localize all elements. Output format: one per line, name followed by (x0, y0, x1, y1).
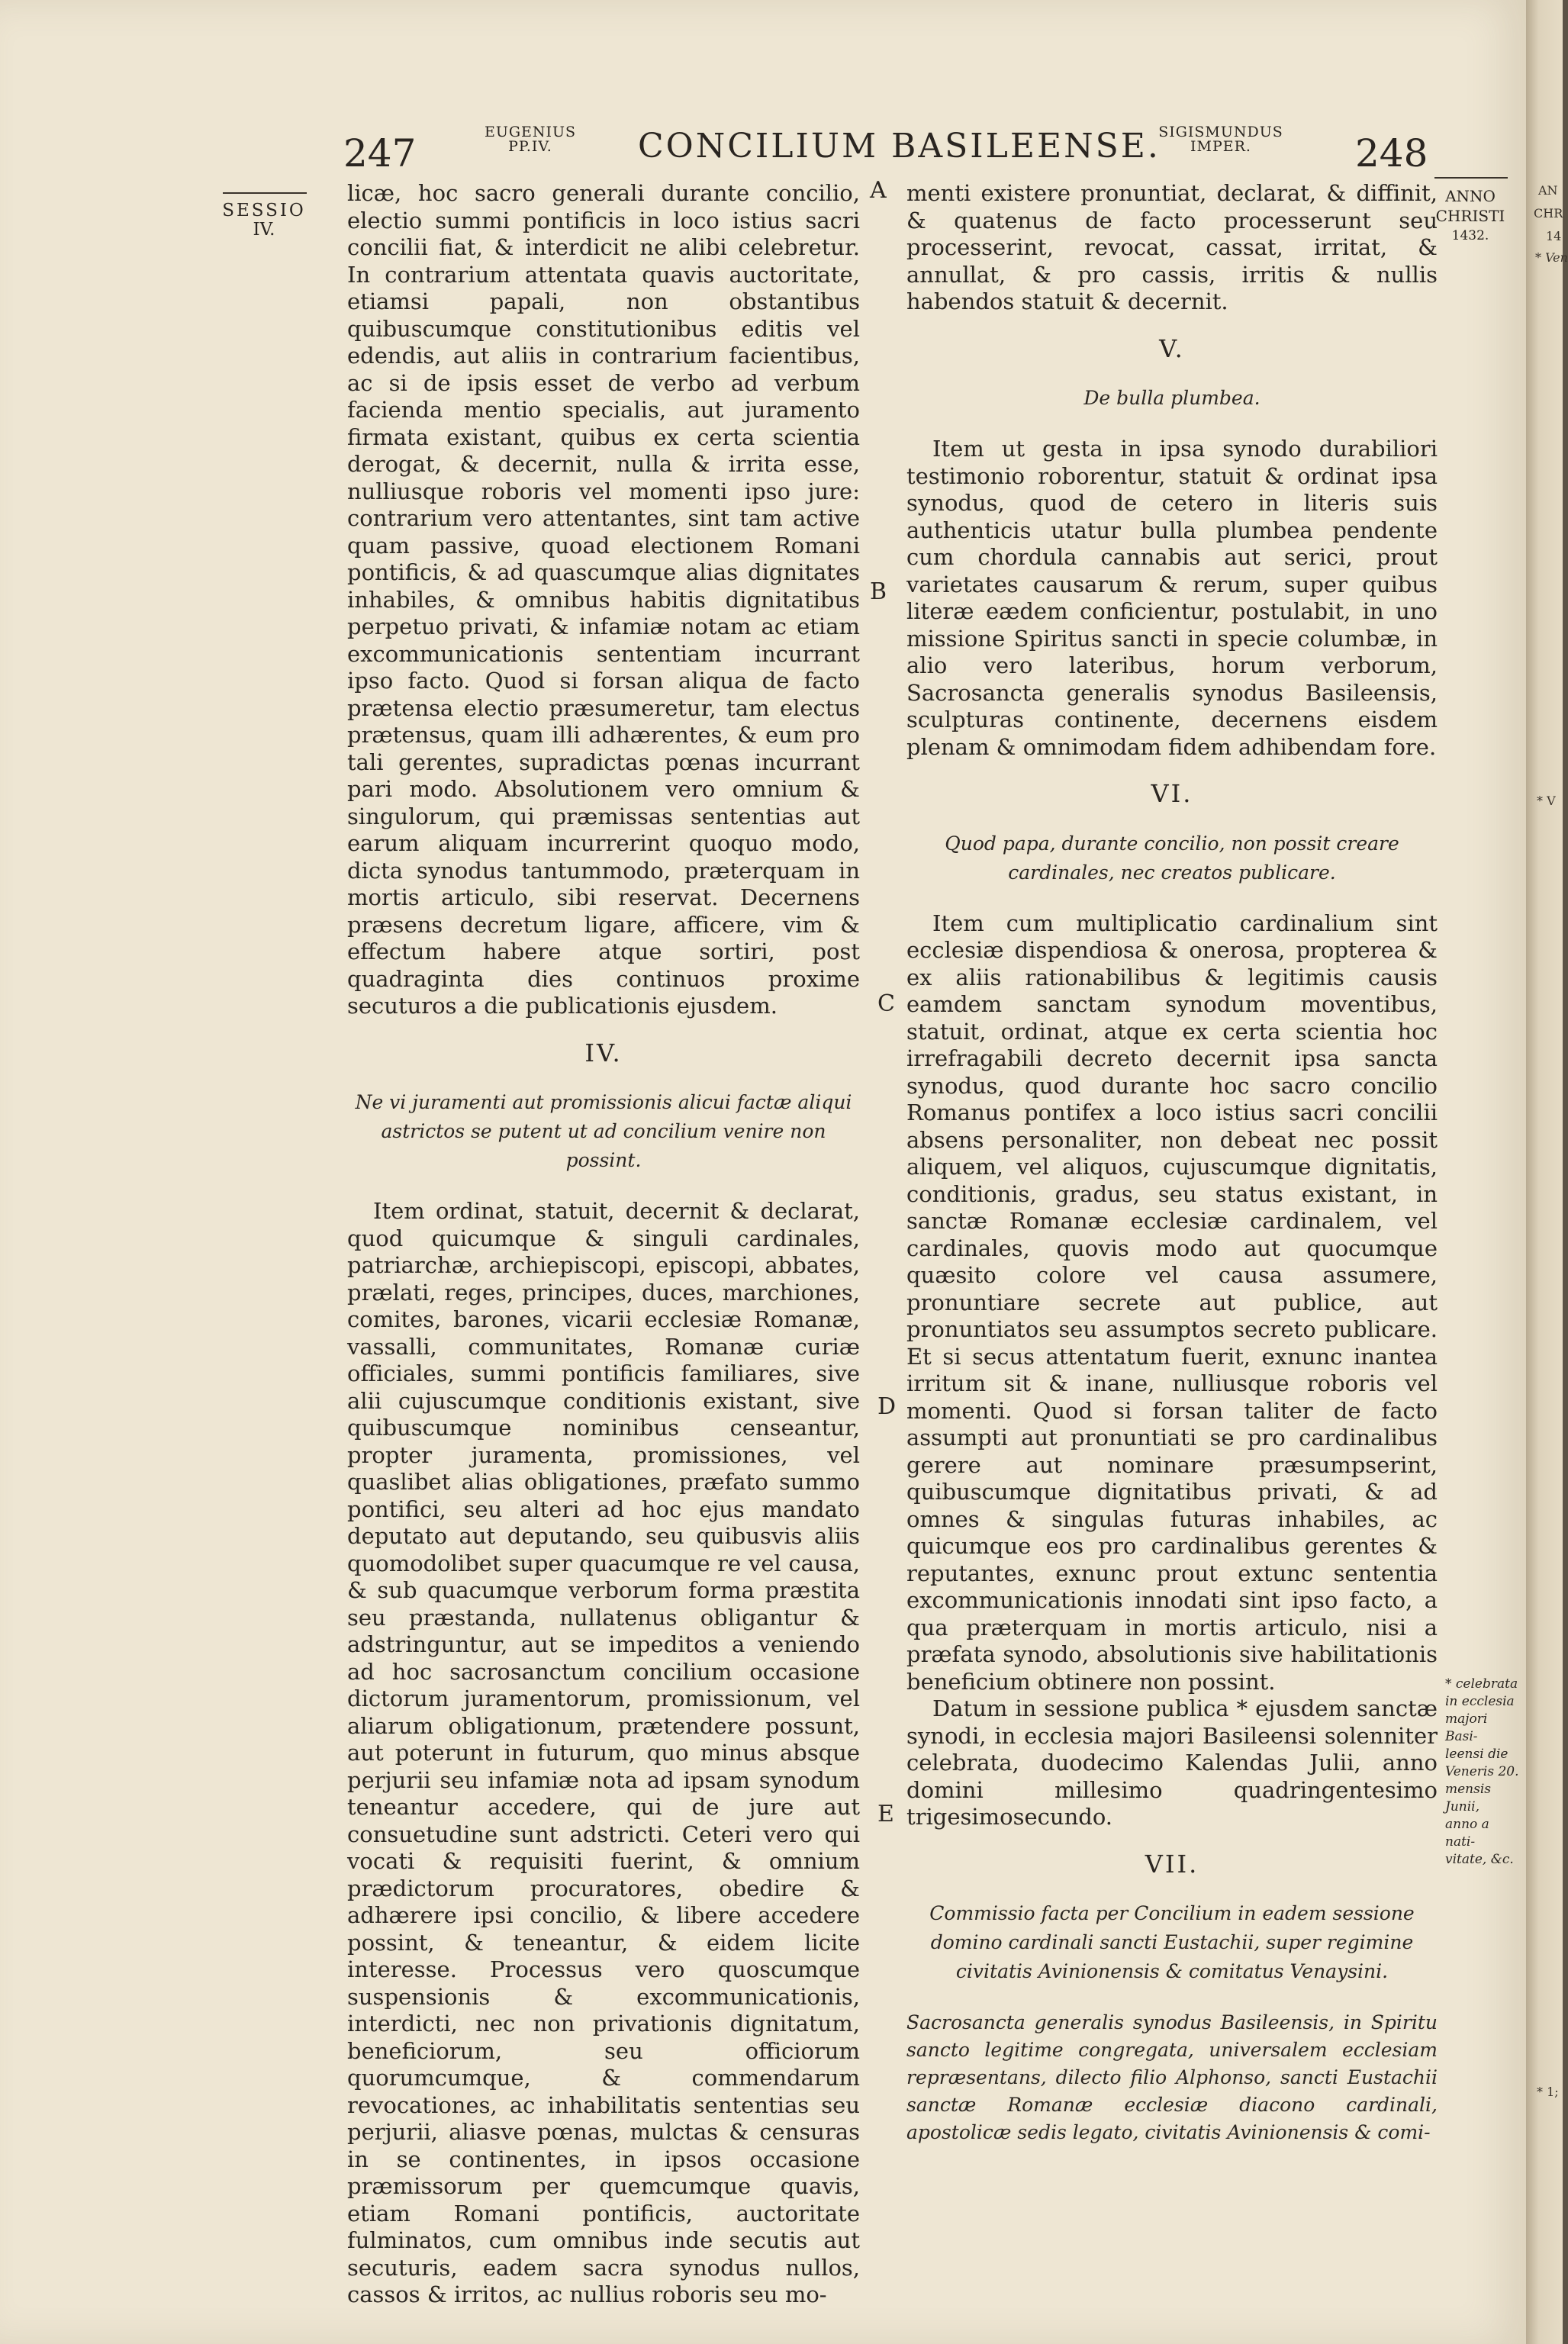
anno-word: ANNO (1445, 187, 1496, 205)
page-number-right: 248 (1355, 131, 1428, 175)
section-letter-e: E (877, 1801, 894, 1827)
chapter-rubric-vii: Commissio facta per Concilium in eadem sessione domino cardinali sancti Eustachii, super regimine civitatis Avinionensis & comitatus Venaysini. (929, 1902, 1415, 1982)
note-line: Veneris 20. (1445, 1764, 1519, 1779)
chapter-rubric-v: De bulla plumbea. (1083, 387, 1261, 409)
session-label (221, 201, 307, 240)
section-letter-d: D (877, 1393, 897, 1420)
session-number: IV. (253, 220, 275, 240)
ruler-right-name: SIGISMUNDUS (1158, 124, 1283, 140)
commission-text: Sacrosancta generalis synodus Basileensis, in Spiritu sancto legitime congregata, universalem ecclesiam repræsentans, dilecto filio Alphonso, sancti Eustachii sanctæ Romanæ ecclesiæ diacono cardinali, apostolicæ sedis legato, civitatis Avinionensis & comi- (906, 2011, 1438, 2143)
chapter-heading-vii: VII. (1145, 1849, 1199, 1879)
note-line: majori Basi- (1445, 1711, 1488, 1744)
session-rule (223, 192, 307, 194)
note-line: leensi die (1445, 1747, 1508, 1762)
section-letter-a: A (870, 177, 887, 204)
note-line: mensis Junii, (1445, 1782, 1492, 1814)
ruler-right (1145, 125, 1297, 154)
chapter-heading-vi: VI. (1151, 779, 1193, 808)
running-title: CONCILIUM BASILEENSE. (638, 127, 1161, 166)
adjacent-page-edge (1526, 0, 1568, 2344)
edge-text: CHR (1534, 206, 1563, 221)
anno-christi: CHRISTI (1435, 207, 1505, 225)
paragraph: licæ, hoc sacro generali durante concilio, electio summi pontificis in loco istius sacri concilii fiat, & interdicit ne alibi celebretur. In contrarium attentata quavis auctoritate, etiamsi papali, non obstantibus quibuscumque constitutionibus editis vel edendis, aut aliis in contrarium facientibus, ac si de ipsis esset de verbo ad verbum facienda mentio specialis, aut juramento firmata existant, quibus ex certa scientia derogat, & decernit, nulla & irrita esse, nulliusque roboris vel momenti ipso jure: contrarium vero attentantes, sint tam active quam passive, quoad electionem Romani pontificis, & ad quascumque alias dignitates inhabiles, & omnibus habitis dignitatibus perpetuo privati, & infamiæ notam ac etiam excommunicationis sententiam incurrant ipso facto. Quod si forsan aliqua de facto prætensa electio præsumeretur, tam electus prætensus, quam illi adhærentes, & eum pro tali gerentes, supradictas pœnas incurrant pari modo. Absolutionem vero omnium & singulorum, qui præmissas sententias aut earum aliquam incurrerint quoquo modo, dicta synodus tantummodo, præterquam in mortis articulo, sibi reservat. Decernens præsens decretum ligare, afficere, vim & effectum habere atque sortiri, post quadraginta dies continuos proxime secuturos a die publicationis ejusdem. (347, 180, 860, 1019)
note-line: in ecclesia (1445, 1694, 1515, 1709)
page-number-left: 247 (343, 131, 417, 175)
ruler-left-name: EUGENIUS (484, 124, 577, 140)
ruler-left (465, 125, 595, 154)
right-text-column (906, 180, 1438, 2169)
anno-rule (1434, 177, 1508, 179)
left-text-column (347, 180, 860, 2309)
session-word: SESSIO (222, 201, 306, 221)
edge-text: * Ven (1535, 250, 1568, 265)
paragraph: Item ut gesta in ipsa synodo durabiliori testimonio roborentur, statuit & ordinat ipsa synodus, quod de cetero in literis suis authenticis utatur bulla plumbea pendente cum chordula cannabis aut serici, prout varietates causarum & rerum, super quibus literæ eædem conficientur, postulabit, in uno missione Spiritus sancti in specie columbæ, in alio vero lateribus, horum verborum, Sacrosancta generalis synodus Basileensis, sculpturas continente, decernens eisdem plenam & omnimodam fidem adhibendam fore. (906, 436, 1438, 760)
chapter-heading-v: V. (1159, 333, 1185, 363)
paragraph: Item cum multiplicatio cardinalium sint ecclesiæ dispendiosa & onerosa, propterea & ex aliis rationabilibus & legitimis causis eamdem sanctam synodum moventibus, statuit, ordinat, atque ex certa scientia hoc irrefragabili decreto decernit ipsa sancta synodus, quod durante hoc sacro concilio Romanus pontifex a loco istius sacri concilii absens personaliter, non debeat nec possit aliquem, vel aliquos, cujuscumque dignitatis, conditionis, gradus, seu status existant, in sanctæ Romanæ ecclesiæ cardinalem, vel cardinales, quovis modo aut quocumque quæsito colore vel causa assumere, pronuntiare secrete aut publice, aut pronuntiatos seu assumptos secreto publicare. Et si secus attentatum fuerit, exnunc inantea irritum sit & inane, nulliusque roboris vel momenti. Quod si forsan taliter de facto assumpti aut pronuntiati se pro cardinalibus gerere aut nominare præsumpserint, quibuscumque dignitatibus privati, & ad omnes & singulas futuras inhabiles, ac quicumque eos pro cardinalibus gerentes & reputantes, exnunc prout extunc sententia excommunicationis innodati sint ipso facto, a qua præterquam in mortis articulo, nisi a præfata synodo, absolutionis sive habilitationis beneficium obtinere non possint. (906, 910, 1438, 1695)
edge-text: * V (1537, 794, 1556, 808)
edge-text: 14 (1546, 229, 1562, 243)
paragraph: Item ordinat, statuit, decernit & declarat, quod quicumque & singuli cardinales, patriarchæ, archiepiscopi, episcopi, abbates, prælati, reges, principes, duces, marchiones, comites, barones, vicarii ecclesiæ Romanæ, vassalli, communitates, Romanæ curiæ officiales, summi pontificis familiares, sive alii cujuscumque conditionis existant, sive quibuscumque nominibus censeantur, propter juramenta, promissiones, vel quaslibet alias obligationes, præfato summo pontifici, seu alteri ad hoc ejus mandato deputato aut deputando, seu quibusvis aliis quomodolibet super quacumque re vel causa, & sub quacumque verborum forma præstita seu præstanda, nullatenus obligantur & adstringuntur, aut se impeditos a veniendo ad hoc sacrosanctum concilium occasione dictorum juramentorum, promissionum, vel aliarum obligationum, prætendere possunt, aut poterunt in futurum, quo minus absque perjurii seu infamiæ nota ad ipsam synodum teneantur accedere, qui de jure aut consuetudine sunt adstricti. Ceteri vero qui vocati & requisiti fuerint, & omnium prædictorum procuratores, obedire & adhærere ipsi concilio, & libere accedere possint, & teneantur, & eidem licite interesse. Processus vero quoscumque suspensionis & excommunicationis, interdicti, nec non privationis dignitatum, beneficiorum, seu officiorum quorumcumque, & commendarum revocationes, ac inhabilitatis sententias seu perjurii, aliasve pœnas, mulctas & censuras in se continentes, in ipsos occasione præmissorum per quemcumque quavis, etiam Romani pontificis, auctoritate fulminatos, cum omnibus inde secutis aut secuturis, eadem sacra synodus nullos, cassos & irritos, ac nullius roboris seu mo- (347, 1198, 860, 2307)
marginal-note (1445, 1676, 1521, 1869)
anno-year: 1432. (1451, 228, 1489, 243)
note-line: * celebrata (1445, 1676, 1518, 1692)
ruler-left-title: PP.IV. (508, 138, 552, 155)
note-line: anno a nati- (1445, 1817, 1489, 1850)
paragraph: menti existere pronuntiat, declarat, & diffinit, & quatenus de facto processerunt seu processerint, revocat, cassat, irritat, & annullat, & pro cassis, irritis & nullis habendos statuit & decernit. (906, 180, 1438, 314)
edge-text: AN (1538, 183, 1558, 198)
anno-label (1428, 186, 1512, 246)
note-line: vitate, &c. (1445, 1852, 1514, 1867)
chapter-heading-iv: IV. (584, 1038, 623, 1067)
section-letter-b: B (870, 578, 887, 605)
chapter-rubric-vi: Quod papa, durante concilio, non possit creare cardinales, nec creatos publicare. (945, 832, 1399, 884)
section-letter-c: C (877, 990, 895, 1017)
chapter-rubric-iv: Ne vi juramenti aut promissionis alicui factæ aliqui astrictos se putent ut ad concilium venire non possint. (355, 1091, 852, 1171)
ruler-right-title: IMPER. (1190, 138, 1251, 155)
paragraph: Datum in sessione publica * ejusdem sanctæ synodi, in ecclesia majori Basileensi solenniter celebrata, duodecimo Kalendas Julii, anno domini millesimo quadringentesimo trigesimosecundo. (906, 1695, 1438, 1830)
edge-text: * 1; (1537, 2085, 1559, 2099)
